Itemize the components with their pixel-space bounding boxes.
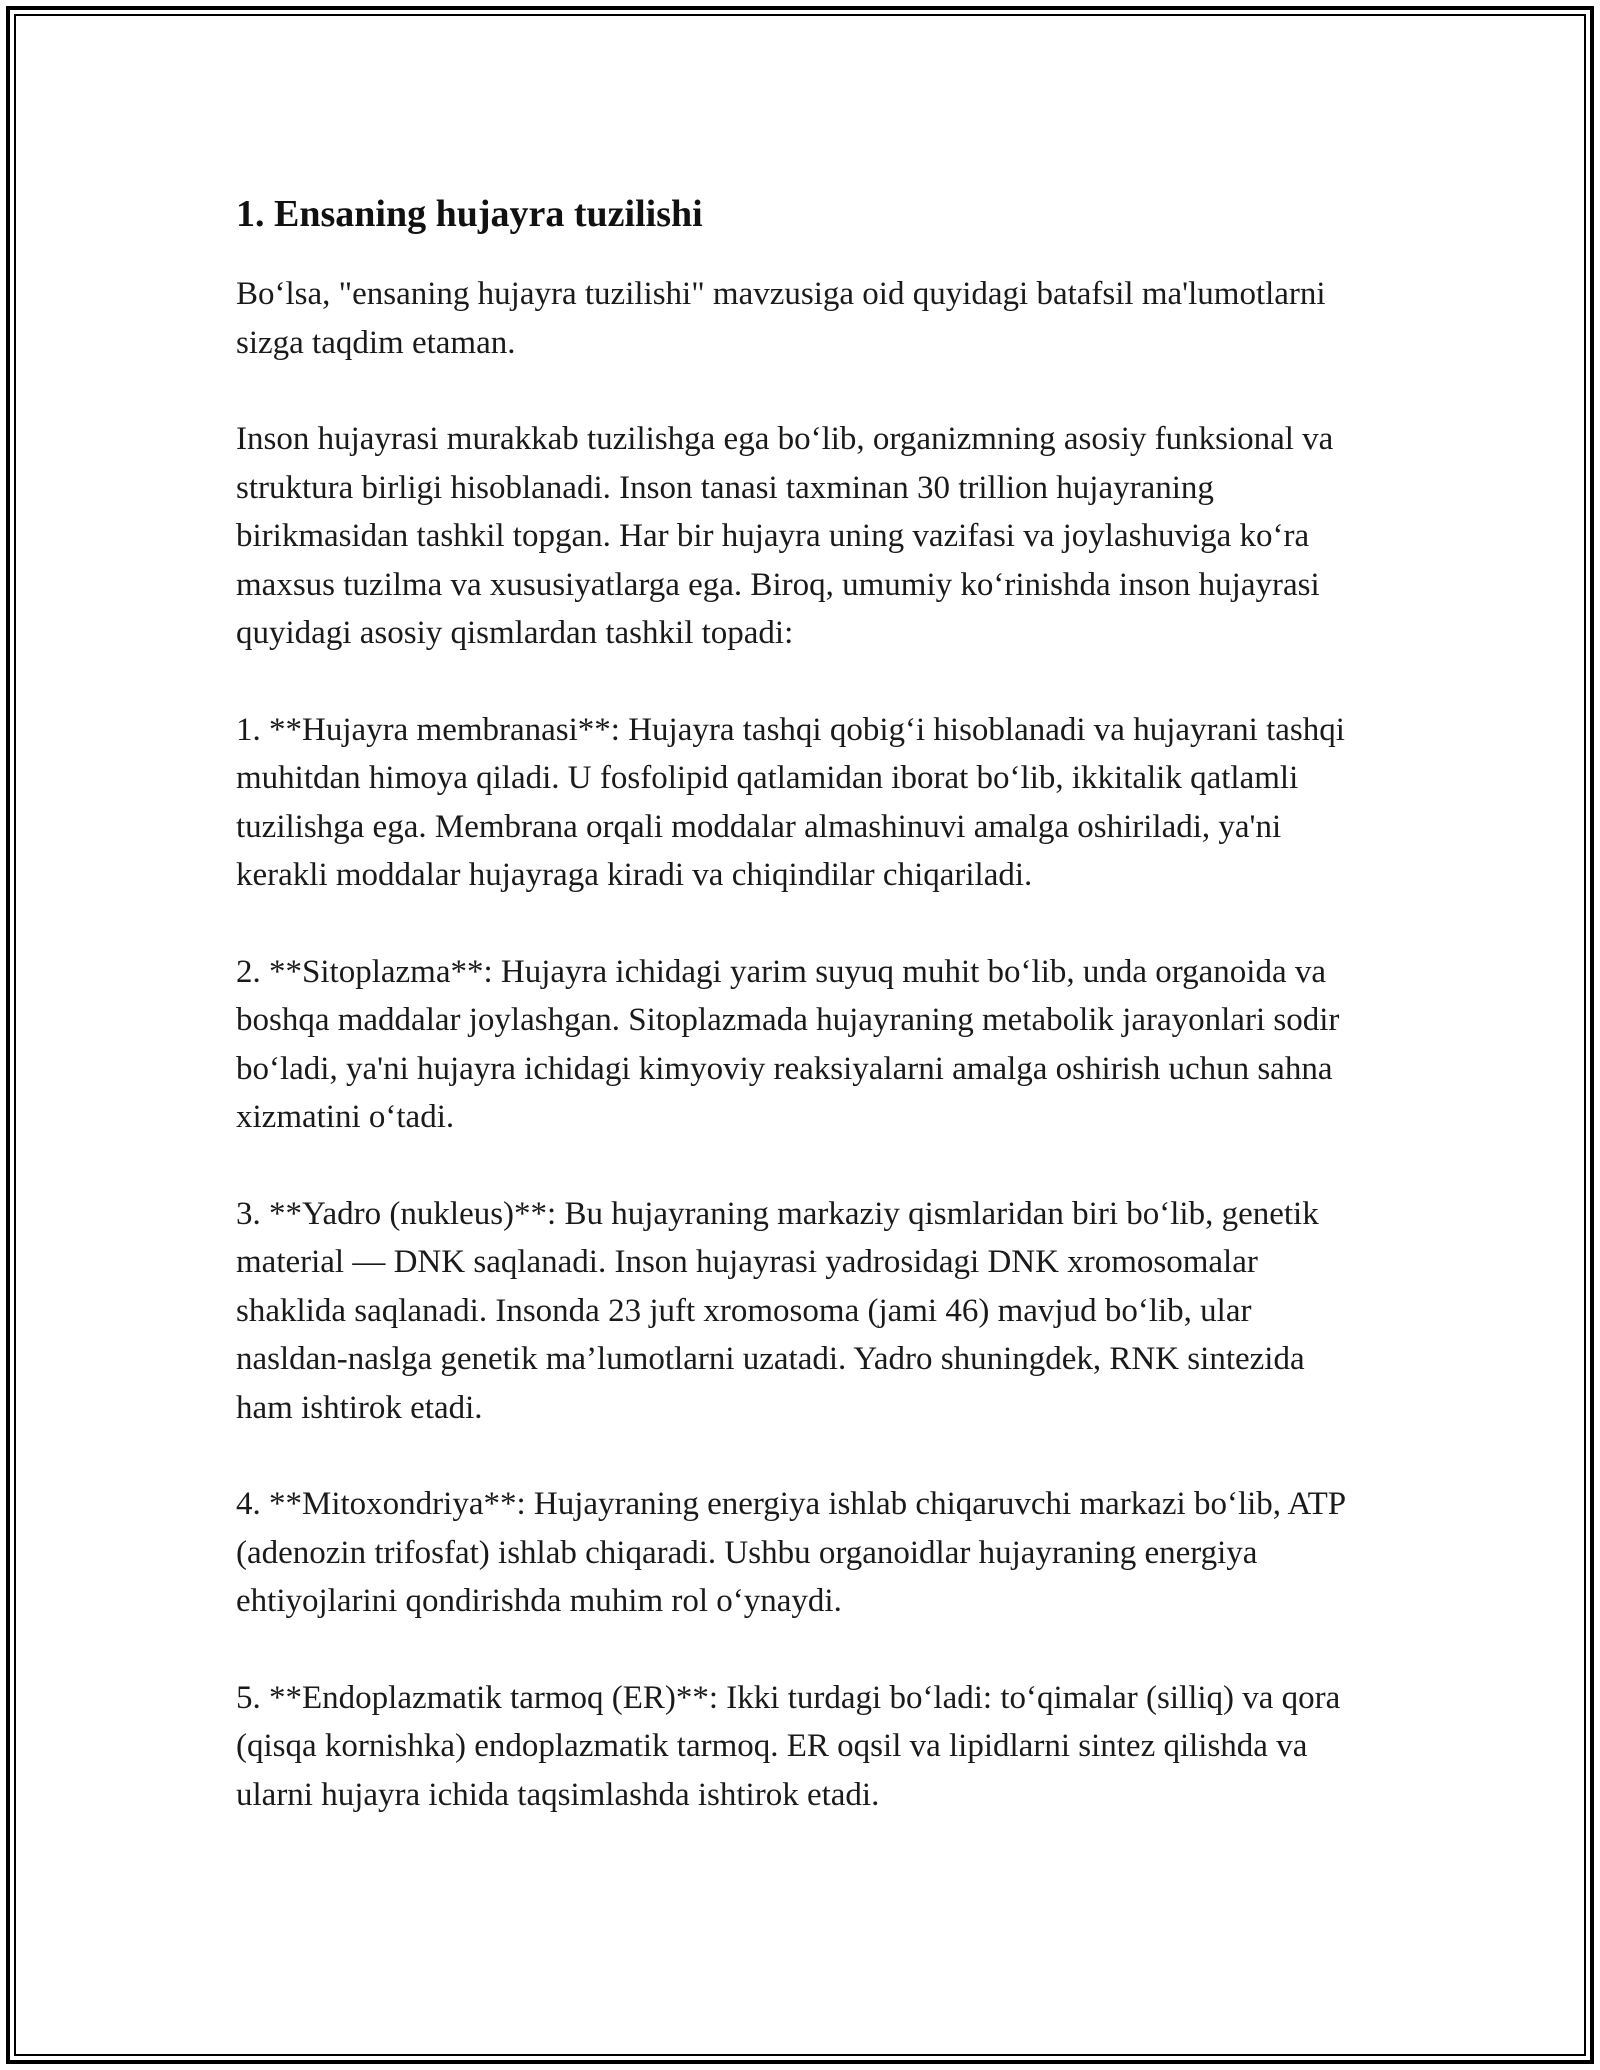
mitochondria-paragraph: 4. **Mitoxondriya**: Hujayraning energiya ishlab chiqaruvchi markazi bo‘lib, ATP (adenozin trifosfat) ishlab chiqaradi. Ushbu organoidlar hujayraning energiya ehtiyojlarini qondirishda muhim rol o‘ynaydi. [236, 1486, 1345, 1619]
document-body [236, 186, 1366, 1819]
nucleus-paragraph: 3. **Yadro (nukleus)**: Bu hujayraning markaziy qismlaridan biri bo‘lib, genetik material — DNK saqlanadi. Inson hujayrasi yadrosidagi DNK xromosomalar shaklida saqlanadi. Insonda 23 juft xromosoma (jami 46) mavjud bo‘lib, ular nasldan-naslga genetik ma’lumotlarni uzatadi. Yadro shuningdek, RNK sintezida ham ishtirok etadi. [236, 1195, 1319, 1426]
overview-paragraph: Inson hujayrasi murakkab tuzilishga ega bo‘lib, organizmning asosiy funksional va struktura birligi hisoblanadi. Inson tanasi taxminan 30 trillion hujayraning birikmasidan tashkil topgan. Har bir hujayra uning vazifasi va joylashuviga ko‘ra maxsus tuzilma va xususiyatlarga ega. Biroq, umumiy ko‘rinishda inson hujayrasi quyidagi asosiy qismlardan tashkil topadi: [236, 421, 1334, 651]
endoplasmic-reticulum-paragraph: 5. **Endoplazmatik tarmoq (ER)**: Ikki turdagi bo‘ladi: to‘qimalar (silliq) va qora (qisqa kornishka) endoplazmatik tarmoq. ER oqsil va lipidlarni sintez qilishda va ularni hujayra ichida taqsimlashda ishtirok etadi. [236, 1679, 1341, 1813]
membrane-paragraph: 1. **Hujayra membranasi**: Hujayra tashqi qobig‘i hisoblanadi va hujayrani tashqi muhitdan himoya qiladi. U fosfolipid qatlamidan iborat bo‘lib, ikkitalik qatlamli tuzilishga ega. Membrana orqali moddalar almashinuvi amalga oshiriladi, ya'ni kerakli moddalar hujayraga kiradi va chiqindilar chiqariladi. [236, 711, 1345, 893]
document-title: 1. Ensaning hujayra tuzilishi [236, 193, 703, 235]
cytoplasm-paragraph: 2. **Sitoplazma**: Hujayra ichidagi yarim suyuq muhit bo‘lib, unda organoida va boshqa maddalar joylashgan. Sitoplazmada hujayraning metabolik jarayonlari sodir bo‘ladi, ya'ni hujayra ichidagi kimyoviy reaksiyalarni amalga oshirish uchun sahna xizmatini o‘tadi. [236, 953, 1340, 1135]
intro-paragraph: Bo‘lsa, "ensaning hujayra tuzilishi" mavzusiga oid quyidagi batafsil ma'lumotlarni sizga taqdim etaman. [236, 276, 1326, 361]
